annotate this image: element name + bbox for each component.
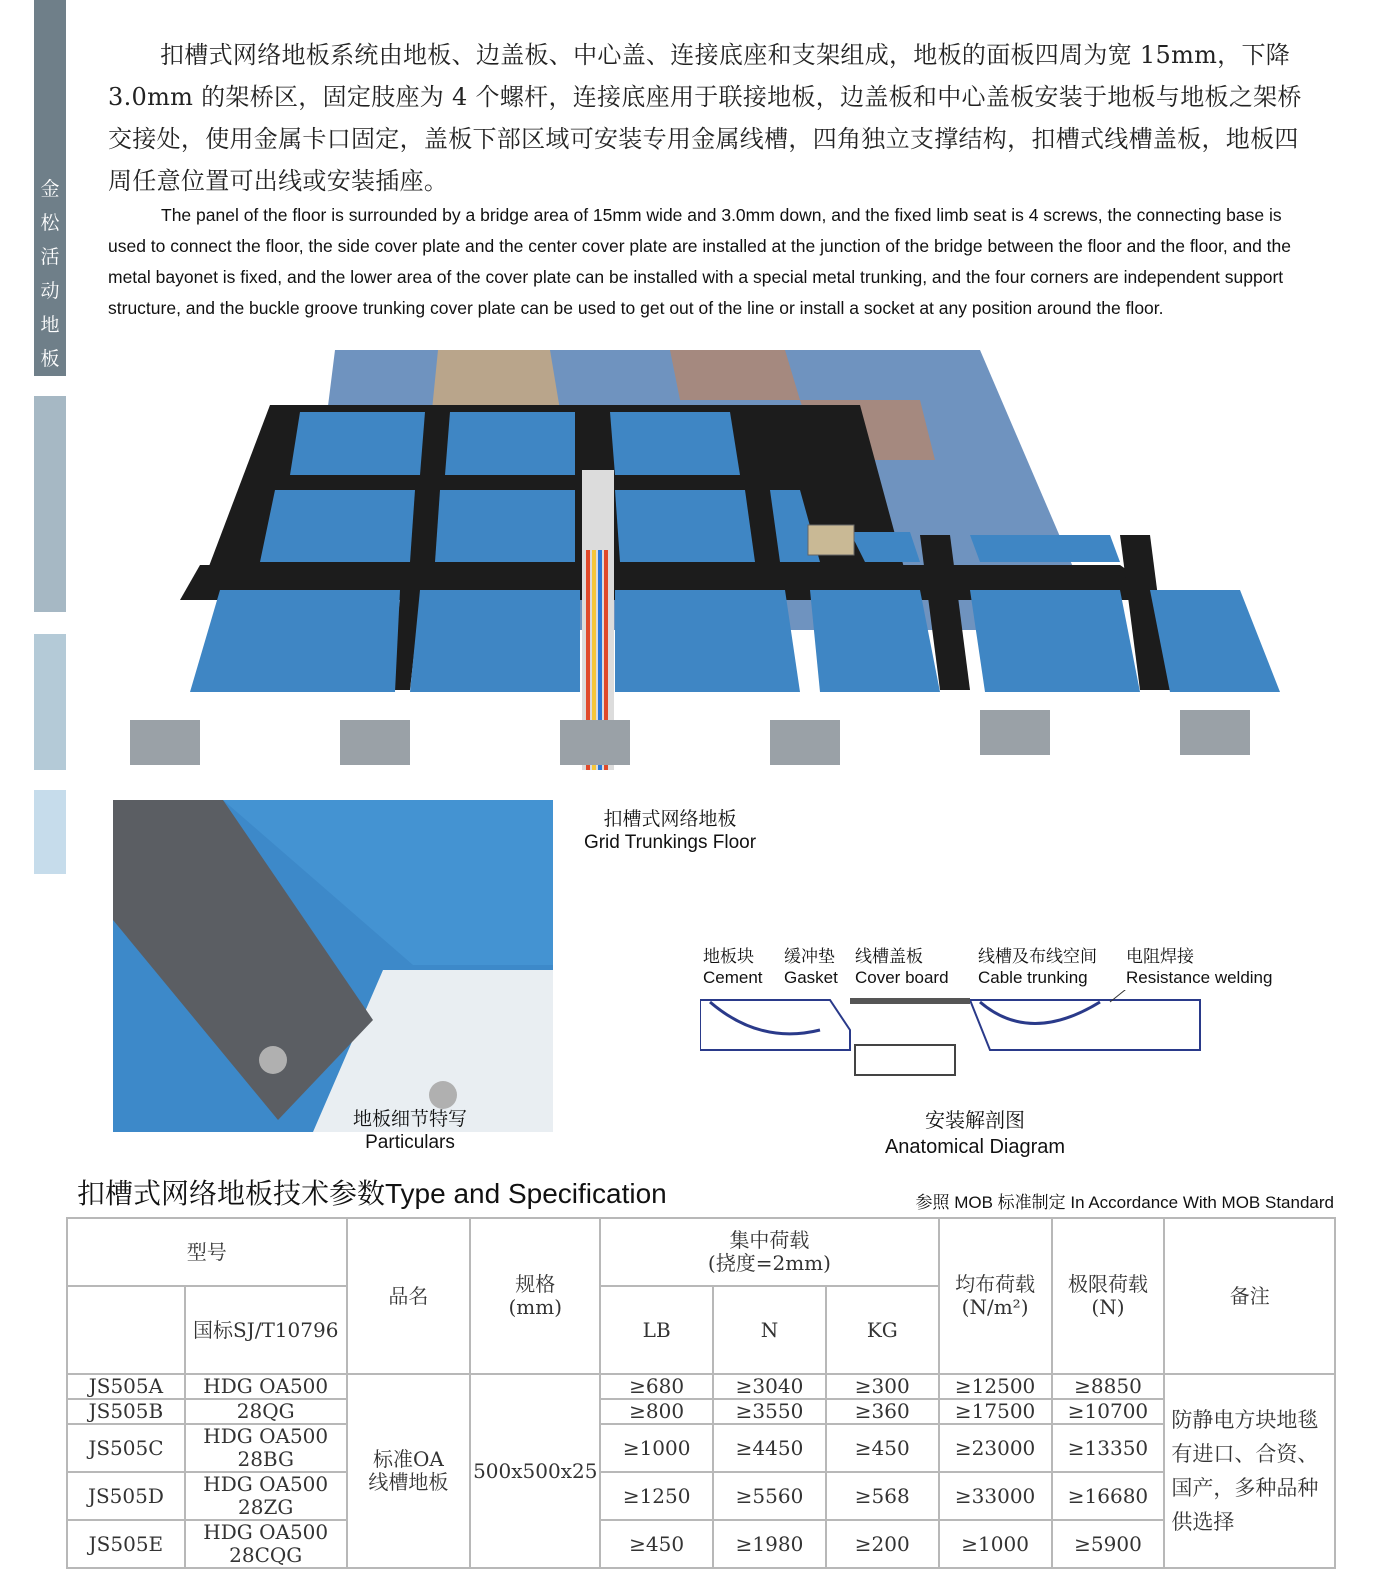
cell-lb: ≥1000 [600, 1424, 713, 1472]
intro-chinese [108, 34, 1308, 202]
cell-ultimate: ≥5900 [1052, 1520, 1165, 1568]
floor-tile [970, 590, 1140, 692]
floor-tile [1150, 590, 1280, 692]
cell-ultimate: ≥13350 [1052, 1424, 1165, 1472]
sidebar-char: 活 [40, 246, 60, 268]
header-concentrated-load: 集中荷载 (挠度=2mm) [600, 1218, 938, 1286]
cell-model: JS505A [67, 1374, 185, 1399]
cell-ultimate: ≥8850 [1052, 1374, 1165, 1399]
header-n: N [713, 1286, 826, 1374]
header-model: 型号 [67, 1218, 347, 1286]
caption-detail: 地板细节特写 Particulars [352, 1109, 467, 1153]
pedestal [429, 1081, 457, 1109]
floor-tile [435, 490, 575, 562]
table-row [67, 1472, 1335, 1520]
cell-size: 500x500x25 [470, 1374, 600, 1568]
header-model-blank [67, 1286, 185, 1374]
cell-remark: 防静电方块地毯有进口、合资、国产，多种品种供选择 [1164, 1374, 1335, 1568]
cell-gb: HDG OA500 28BG [185, 1424, 347, 1472]
label-resistance-welding: 电阻焊接 Resistance welding [1126, 947, 1273, 987]
floor-tile [615, 490, 755, 562]
carpet-tile-tan [432, 350, 560, 410]
cell-gb: HDG OA500 28CQG [185, 1520, 347, 1568]
cell-model: JS505B [67, 1399, 185, 1424]
floor-tile [410, 590, 580, 692]
caption-floor: 扣槽式网络地板 Grid Trunkings Floor [583, 809, 757, 853]
cell-n: ≥4450 [713, 1424, 826, 1472]
cell-model: JS505D [67, 1472, 185, 1520]
cell-lb: ≥450 [600, 1520, 713, 1568]
spec-header-row [67, 1218, 1335, 1286]
cell-n: ≥5560 [713, 1472, 826, 1520]
floor-tile [190, 590, 400, 692]
header-size: 规格 (mm) [470, 1218, 600, 1374]
intro-english-paragraph: The panel of the floor is surrounded by a bridge area of 15mm wide and 3.0mm down, and the fixed limb seat is 4 screws, the connecting base is used to connect the floor, the side cover plate and the center cover plate are installed at the junction of the bridge between the floor and the floor, and the metal bayonet is fixed, and the lower area of the cover plate can be installed with a special metal trunking, and the four corners are independent support structure, and the buckle groove trunking cover plate can be used to get out of the line or install a socket at any position around the floor. [108, 205, 1292, 318]
floor-detail-photo [113, 800, 553, 1132]
support-base [340, 720, 410, 765]
label-cover-board: 线槽盖板 Cover board [855, 947, 949, 987]
carpet-tile-mauve [670, 350, 800, 400]
cell-ultimate: ≥10700 [1052, 1399, 1165, 1424]
sidebar-char: 动 [40, 280, 60, 302]
socket-box [808, 525, 854, 555]
spec-standard-note: 参照 MOB 标准制定 In Accordance With MOB Standard [915, 1193, 1334, 1212]
floor-tile [615, 590, 800, 692]
header-lb: LB [600, 1286, 713, 1374]
label-cement: 地板块 Cement [703, 947, 763, 987]
table-row [67, 1374, 1335, 1399]
cell-lb: ≥680 [600, 1374, 713, 1399]
cell-n: ≥1980 [713, 1520, 826, 1568]
cell-model: JS505E [67, 1520, 185, 1568]
cell-ultimate: ≥16680 [1052, 1472, 1165, 1520]
cell-gb: HDG OA500 [185, 1374, 347, 1399]
cell-kg: ≥450 [826, 1424, 939, 1472]
cell-kg: ≥300 [826, 1374, 939, 1399]
floor-tile [970, 535, 1120, 562]
cell-gb: HDG OA500 28ZG [185, 1472, 347, 1520]
cell-n: ≥3550 [713, 1399, 826, 1424]
grid-trunking-floor-illustration [120, 350, 1280, 780]
support-base [1180, 710, 1250, 755]
cell-gb: 28QG [185, 1399, 347, 1424]
sidebar-vertical-label [34, 172, 66, 376]
cell-uniform: ≥23000 [939, 1424, 1052, 1472]
cell-kg: ≥200 [826, 1520, 939, 1568]
label-gasket: 缓冲垫 Gasket [784, 947, 838, 987]
cell-kg: ≥568 [826, 1472, 939, 1520]
cell-product-name: 标准OA 线槽地板 [347, 1374, 471, 1568]
table-row [67, 1520, 1335, 1568]
header-name: 品名 [347, 1218, 471, 1374]
sidebar-char: 金 [40, 178, 60, 200]
label-cable-trunking: 线槽及布线空间 Cable trunking [978, 947, 1097, 987]
floor-tile [610, 412, 740, 475]
cell-lb: ≥800 [600, 1399, 713, 1424]
spec-table [66, 1217, 1336, 1569]
cell-kg: ≥360 [826, 1399, 939, 1424]
cell-uniform: ≥1000 [939, 1520, 1052, 1568]
sidebar-block-mid [34, 396, 66, 612]
cell-lb: ≥1250 [600, 1472, 713, 1520]
floor-tile [445, 412, 575, 475]
pedestal [259, 1046, 287, 1074]
support-base [130, 720, 200, 765]
sidebar-char: 松 [40, 212, 60, 234]
support-base [980, 710, 1050, 755]
intro-english [108, 200, 1318, 324]
caption-diagram: 安装解剖图 Anatomical Diagram [884, 1110, 1066, 1158]
header-remark: 备注 [1164, 1218, 1335, 1374]
sidebar-block-lightest [34, 790, 66, 874]
floor-tile [290, 412, 425, 475]
spec-title: 扣槽式网络地板技术参数Type and Specification [77, 1178, 667, 1209]
support-base [770, 720, 840, 765]
cell-uniform: ≥17500 [939, 1399, 1052, 1424]
table-row [67, 1399, 1335, 1424]
floor-tile [810, 590, 940, 692]
sidebar-char: 地 [40, 314, 60, 336]
table-row [67, 1424, 1335, 1472]
sidebar-block-light [34, 634, 66, 770]
support-base [560, 720, 630, 765]
header-uniform-load: 均布荷载 (N/m²) [939, 1218, 1052, 1374]
header-ultimate-load: 极限荷载(N) [1052, 1218, 1165, 1374]
header-kg: KG [826, 1286, 939, 1374]
anatomical-diagram-drawing [700, 990, 1220, 1100]
intro-chinese-paragraph: 扣槽式网络地板系统由地板、边盖板、中心盖、连接底座和支架组成，地板的面板四周为宽 15mm，下降 3.0mm 的架桥区，固定肢座为 4 个螺杆，连接底座用于联接地板，边盖板和中心盖板安装于地板与地板之架桥交接处，使用金属卡口固定，盖板下部区域可安装专用金属线槽，四角独立支撑结构，扣槽式线槽盖板，地板四周任意位置可出线或安装插座。 [108, 41, 1302, 195]
header-gb: 国标SJ/T10796 [185, 1286, 347, 1374]
sidebar-char: 板 [40, 348, 60, 370]
cell-uniform: ≥12500 [939, 1374, 1052, 1399]
cell-model: JS505C [67, 1424, 185, 1472]
cell-n: ≥3040 [713, 1374, 826, 1399]
cell-uniform: ≥33000 [939, 1472, 1052, 1520]
floor-tile [260, 490, 415, 562]
